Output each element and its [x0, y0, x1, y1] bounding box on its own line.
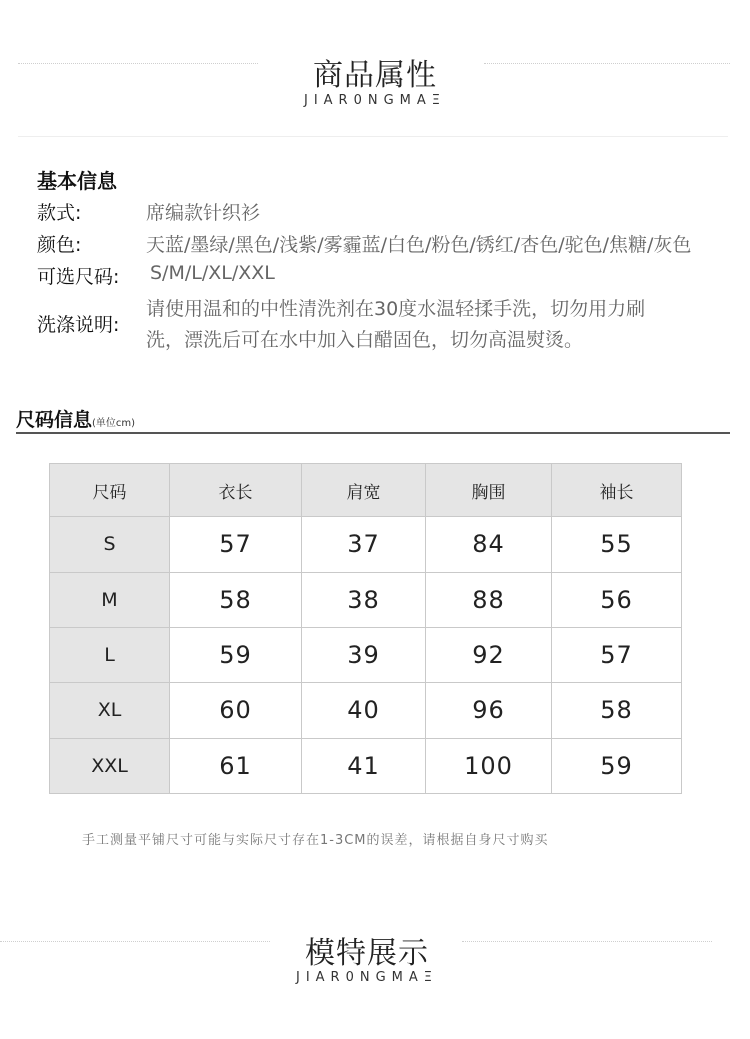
wash-label: 洗涤说明: [37, 314, 120, 336]
header-sleeve: 袖长 [552, 464, 682, 517]
size-section-title-text: 尺码信息 [16, 409, 93, 431]
sleeve-cell: 57 [552, 627, 682, 682]
sleeve-cell: 59 [552, 738, 682, 793]
wash-value-line1: 请使用温和的中性清洗剂在30度水温轻揉手洗，切勿用力刷 [146, 298, 646, 320]
length-cell: 60 [170, 683, 302, 738]
chest-cell: 96 [426, 683, 552, 738]
chest-cell: 92 [426, 627, 552, 682]
section1-divider [18, 136, 728, 137]
size-table-header-row [50, 464, 682, 517]
sleeve-cell: 55 [552, 517, 682, 572]
measurement-note: 手工测量平铺尺寸可能与实际尺寸存在1-3CM的误差，请根据自身尺寸购买 [82, 833, 549, 848]
size-cell: L [50, 627, 170, 682]
length-cell: 58 [170, 572, 302, 627]
size-section-rule [16, 432, 730, 434]
wash-value-line2: 洗，漂洗后可在水中加入白醋固色，切勿高温熨烫。 [146, 329, 584, 351]
shoulder-cell: 40 [302, 683, 426, 738]
size-cell: M [50, 572, 170, 627]
chest-cell: 100 [426, 738, 552, 793]
header-chest: 胸围 [426, 464, 552, 517]
sleeve-cell: 56 [552, 572, 682, 627]
size-cell: XXL [50, 738, 170, 793]
style-value: 席编款针织衫 [146, 202, 261, 224]
shoulder-cell: 39 [302, 627, 426, 682]
sleeve-cell: 58 [552, 683, 682, 738]
size-options-label: 可选尺码: [37, 266, 120, 288]
shoulder-cell: 41 [302, 738, 426, 793]
length-cell: 57 [170, 517, 302, 572]
table-row [50, 572, 682, 627]
header-shoulder: 肩宽 [302, 464, 426, 517]
info-title: 基本信息 [37, 169, 117, 193]
length-cell: 61 [170, 738, 302, 793]
style-label: 款式: [37, 202, 82, 224]
chest-cell: 84 [426, 517, 552, 572]
table-row [50, 627, 682, 682]
header-length: 衣长 [170, 464, 302, 517]
section2-subtitle: JIAR0NGMAΞ [296, 970, 438, 985]
shoulder-cell: 38 [302, 572, 426, 627]
shoulder-cell: 37 [302, 517, 426, 572]
section1-subtitle: JIAR0NGMAΞ [304, 93, 446, 108]
size-section-title [16, 405, 135, 432]
size-cell: S [50, 517, 170, 572]
color-value: 天蓝/墨绿/黑色/浅紫/雾霾蓝/白色/粉色/锈红/杏色/驼色/焦糖/灰色 [146, 234, 692, 256]
section1-title: 商品属性 [313, 58, 437, 93]
color-label: 颜色: [37, 234, 82, 256]
section2-title: 模特展示 [305, 936, 429, 971]
size-unit: (单位cm) [92, 418, 136, 429]
chest-cell: 88 [426, 572, 552, 627]
size-cell: XL [50, 683, 170, 738]
size-options-value: S/M/L/XL/XXL [150, 262, 275, 284]
header-size: 尺码 [50, 464, 170, 517]
table-row [50, 738, 682, 793]
table-row [50, 683, 682, 738]
table-row [50, 517, 682, 572]
size-table [49, 463, 682, 794]
length-cell: 59 [170, 627, 302, 682]
